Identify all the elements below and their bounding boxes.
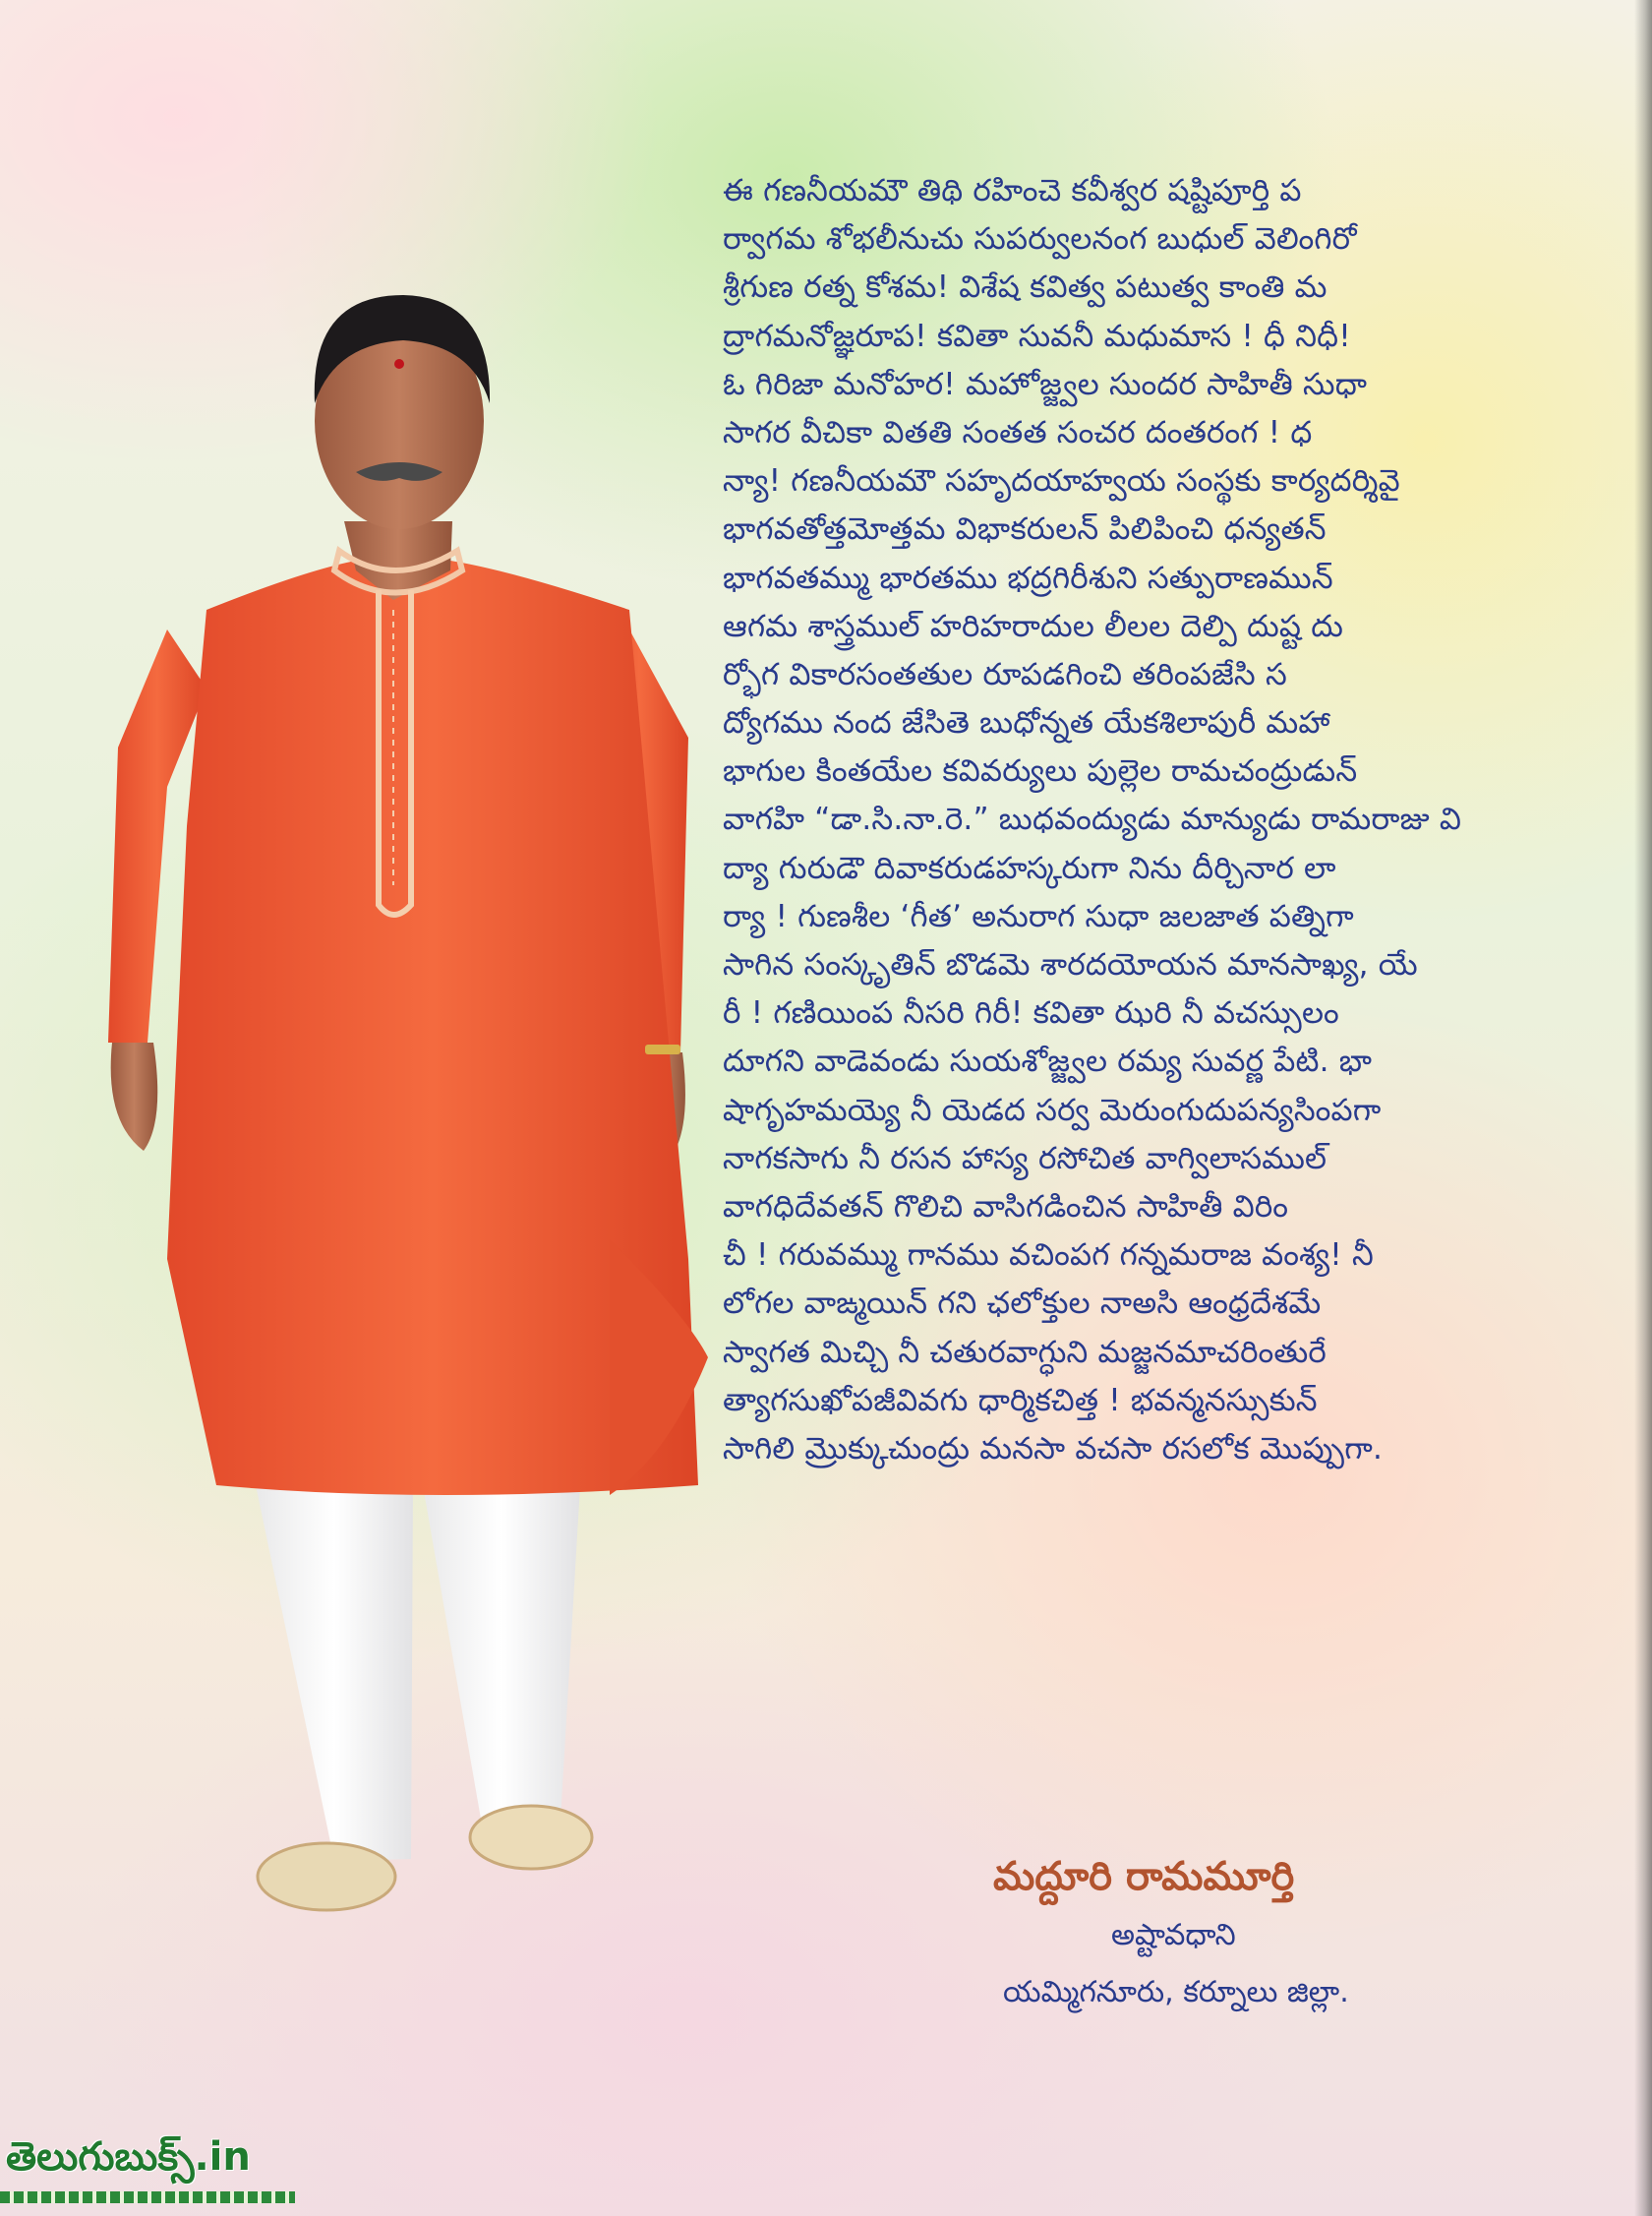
poem-line: సాగిన సంస్కృతిన్ బొడమె శారదయోయన మానసాఖ్య, యే — [723, 947, 1418, 983]
cover-edge-shadow — [1634, 0, 1652, 2216]
poem-line: లోగల వాఙ్మయిన్ గని ఛలోక్తుల నాఅసి ఆంధ్రదేశమే — [723, 1286, 1322, 1322]
poem-line: భాగుల కింతయేల కవివర్యులు పుల్లెల రామచంద్రుడున్ — [723, 753, 1358, 790]
poem-line: సాగిలి మ్రొక్కుచుంద్రు మనసా వచసా రసలోక మొప్పుగా. — [723, 1430, 1384, 1467]
poem-line: ద్యా గురుడౌ దివాకరుడహస్కరుగా నిను దీర్చినార లా — [723, 850, 1336, 886]
poem-line: వాగహి “డా.సి.నా.రె.” బుధవంద్యుడు మాన్యుడు రామరాజు వి — [723, 802, 1462, 838]
poem-line: నాగకసాగు నీ రసన హాస్య రసోచిత వాగ్విలాసముల్ — [723, 1140, 1328, 1176]
author-title: అష్టావధాని — [1111, 1918, 1236, 1952]
poem-line: ర్వాగమ శోభలీనుచు సుపర్వులనంగ బుధుల్ వెలింగిరో — [723, 221, 1357, 258]
poem-line: భాగవతమ్ము భారతము భద్రగిరీశుని సత్పురాణమున్ — [723, 560, 1333, 596]
poem-line: ఆగమ శాస్త్రముల్ హరిహరాదుల లీలల దెల్పి దుష్ట దు — [723, 608, 1344, 644]
author-name: మద్దూరి రామమూర్తి — [993, 1854, 1295, 1899]
poem-line: ద్యోగము నంద జేసితె బుధోన్నత యేకశిలాపురీ మహా — [723, 705, 1330, 742]
site-watermark: తెలుగుబుక్స్.in — [6, 2134, 251, 2180]
poem-line: స్వాగత మిచ్చి నీ చతురవాగ్ధుని మజ్జనమాచరింతురే — [723, 1334, 1327, 1370]
poem-line: దూగని వాడెవండు సుయశోజ్జ్వల రమ్య సువర్ణ పేటి. భా — [723, 1044, 1373, 1080]
poem-line: ర్యా ! గుణశీల ‘గీత’ అనురాగ సుధా జలజాత పత్నిగా — [723, 898, 1354, 934]
poem-line: భాగవతోత్తమోత్తమ విభాకరులన్ పిలిపించి ధన్యతన్ — [723, 511, 1327, 548]
poem-text — [723, 167, 1588, 1473]
poem-line: ద్రాగమనోజ్ఞరూప! కవితా సువనీ మధుమాస ! ధీ నిధీ! — [723, 318, 1351, 354]
poem-line: చీ ! గరువమ్ము గానము వచింపగ గన్నమరాజ వంశ్య! నీ — [723, 1237, 1374, 1274]
poem-line: త్యాగసుఖోపజీవివగు ధార్మికచిత్త ! భవన్మనస్సుకున్ — [723, 1382, 1318, 1418]
poem-line: న్యా! గణనీయమౌ సహృదయాహ్వయ సంస్థకు కార్యదర్శివై — [723, 463, 1400, 500]
poem-line: రీ ! గణియింప నీసరి గిరీ! కవితా ఝరి నీ వచస్సులం — [723, 995, 1339, 1032]
author-place: యమ్మిగనూరు, కర్నూలు జిల్లా. — [1003, 1975, 1349, 2009]
author-portrait — [98, 275, 728, 1928]
poem-line: శ్రీగుణ రత్న కోశమ! విశేష కవిత్వ పటుత్వ కాంతి మ — [723, 270, 1328, 306]
watermark-underline — [0, 2191, 295, 2203]
poem-line: వాగధిదేవతన్ గొలిచి వాసిగడించిన సాహితీ విరిం — [723, 1188, 1289, 1225]
poem-line: ఓ గిరిజా మనోహర! మహోజ్జ్వల సుందర సాహితీ సుధా — [723, 366, 1368, 402]
poem-line: ఈ గణనీయమౌ తిథి రహించె కవీశ్వర షష్టిపూర్తి ప — [723, 173, 1302, 209]
poem-line: ర్భోగ వికారసంతతుల రూపడగించి తరింపజేసి స — [723, 656, 1287, 692]
poem-line: సాగర వీచికా వితతి సంతత సంచర దంతరంగ ! ధ — [723, 414, 1313, 450]
poem-line: షాగృహమయ్యె నీ యెడద సర్వ మెరుంగుదుపన్యసింపగా — [723, 1092, 1382, 1128]
